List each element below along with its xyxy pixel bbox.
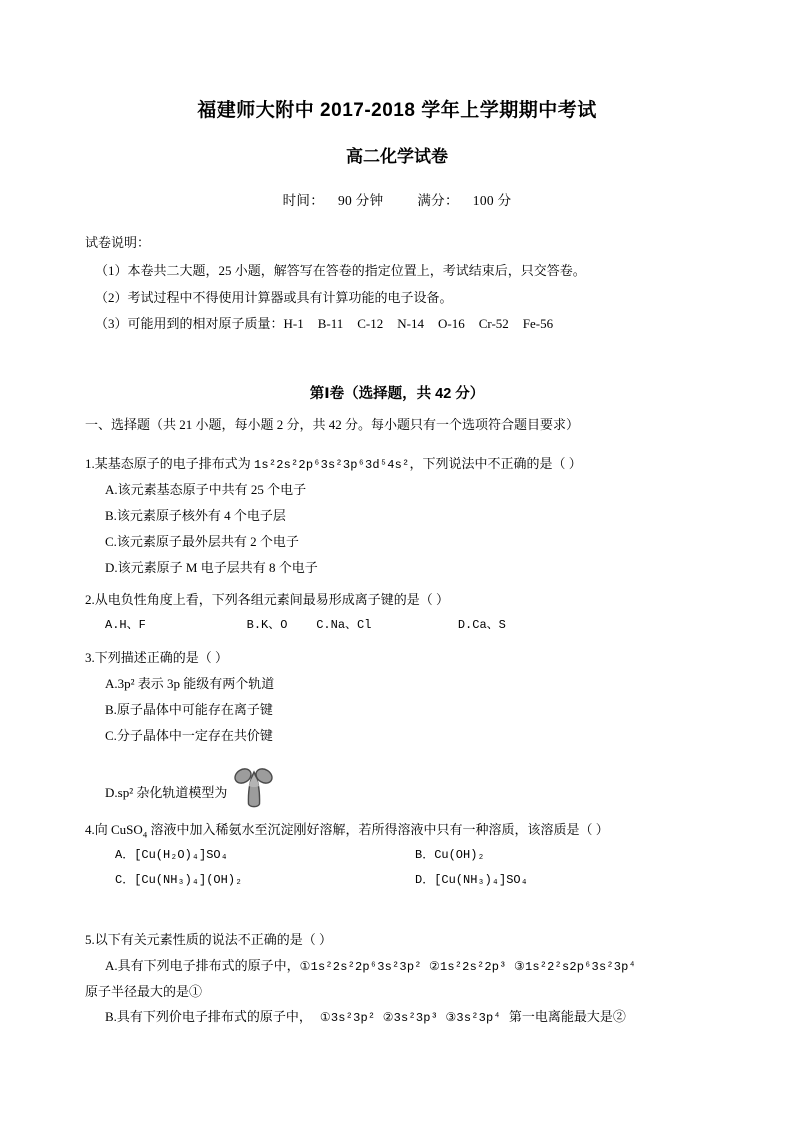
question-1-option-a: A.该元素基态原子中共有 25 个电子 bbox=[105, 482, 307, 498]
question-3-stem-text: 下列描述正确的是（ ） bbox=[94, 649, 229, 665]
question-1-stem-before: 某基态原子的电子排布式为 bbox=[94, 456, 255, 472]
question-1-option-c: C.该元素原子最外层共有 2 个电子 bbox=[105, 534, 299, 550]
question-5-option-b-prefix: B.具有下列价电子排布式的原子中， bbox=[105, 1009, 312, 1025]
question-3-option-b: B.原子晶体中可能存在离子键 bbox=[105, 701, 273, 717]
page-title: 福建师大附中 2017-2018 学年上学期期中考试 bbox=[197, 100, 597, 121]
paper-instructions bbox=[85, 209, 709, 338]
question-5-option-a-prefix: A.具有下列电子排布式的原子中， bbox=[105, 958, 300, 974]
question-3-number: 3. bbox=[85, 649, 95, 665]
mass-cr: Cr-52 bbox=[478, 316, 509, 332]
question-3-option-d bbox=[85, 749, 709, 811]
mass-o: O-16 bbox=[437, 316, 465, 332]
question-4-stem bbox=[85, 811, 709, 843]
question-3-stem bbox=[85, 639, 709, 671]
relative-atomic-mass-list bbox=[284, 311, 568, 338]
part-one-title: 第Ⅰ卷（选择题，共 42 分） bbox=[309, 385, 485, 402]
question-2-stem-text: 从电负性角度上看，下列各组元素间最易形成离子键的是（ ） bbox=[94, 592, 450, 608]
question-4-number: 4. bbox=[85, 821, 95, 837]
mass-h: H-1 bbox=[283, 316, 304, 332]
question-1-stem bbox=[85, 445, 709, 477]
question-5-option-b-tail: 第一电离能最大是② bbox=[508, 1009, 626, 1025]
question-5-stem-text: 以下有关元素性质的说法不正确的是（ ） bbox=[94, 932, 333, 948]
mass-b: B-11 bbox=[317, 316, 344, 332]
question-4-stem-before: 向 CuSO bbox=[94, 821, 143, 837]
relative-atomic-mass-label: （3）可能用到的相对原子质量： bbox=[95, 316, 284, 332]
question-5-option-a-configs: ①1s²2s²2p⁶3s²3p² ②1s²2s²2p³ ③1s²2²s2p⁶3s²3p⁴ bbox=[299, 960, 636, 975]
question-1-electron-configuration: 1s²2s²2p⁶3s²3p⁶3d⁵4s² bbox=[254, 458, 410, 473]
multiple-choice-section-intro: 一、选择题（共 21 小题，每小题 2 分，共 42 分。每小题只有一个选项符合题目要求） bbox=[85, 416, 580, 432]
question-5-number: 5. bbox=[85, 932, 95, 948]
mass-fe: Fe-56 bbox=[522, 316, 554, 332]
question-4-option-row-1 bbox=[85, 843, 709, 868]
page-subtitle: 高二化学试卷 bbox=[346, 146, 448, 166]
question-3-option-c: C.分子晶体中一定存在共价键 bbox=[105, 727, 273, 743]
question-5-stem bbox=[85, 893, 709, 953]
mass-n: N-14 bbox=[397, 316, 424, 332]
question-4-option-b: B．Cu(OH)₂ bbox=[415, 847, 485, 862]
instructions-heading: 试卷说明： bbox=[85, 235, 151, 251]
question-4-stem-after: 溶液中加入稀氨水至沉淀刚好溶解，若所得溶液中只有一种溶质，该溶质是（ ） bbox=[147, 821, 609, 837]
question-4-option-d: D．[Cu(NH₃)₄]SO₄ bbox=[415, 872, 528, 887]
question-5-option-a bbox=[85, 953, 709, 979]
instruction-item-1: （1）本卷共二大题，25 小题，解答写在答卷的指定位置上，考试结束后，只交答卷。 bbox=[95, 262, 586, 278]
score-label: 满分： bbox=[417, 193, 459, 209]
question-1-stem-after: ，下列说法中不正确的是（ ） bbox=[409, 456, 582, 472]
exam-meta-line bbox=[85, 167, 709, 209]
question-1-number: 1. bbox=[85, 456, 95, 472]
question-5-option-a-tail: 原子半径最大的是① bbox=[85, 984, 203, 1000]
question-5-option-b-configs: ①3s²3p² ②3s²3p³ ③3s²3p⁴ bbox=[319, 1011, 501, 1026]
question-5-option-b bbox=[85, 1004, 709, 1030]
question-2-options: A.H、F B.K、O C.Na、Cl D.Ca、S bbox=[105, 618, 506, 633]
mass-c: C-12 bbox=[357, 316, 384, 332]
time-label: 时间： bbox=[282, 193, 324, 209]
instruction-item-3 bbox=[85, 311, 709, 338]
question-3-option-d-label: D.sp² 杂化轨道模型为 bbox=[105, 784, 228, 800]
time-value: 90 分钟 bbox=[338, 193, 384, 209]
question-4-option-row-2 bbox=[85, 868, 709, 893]
question-2-number: 2. bbox=[85, 592, 95, 608]
score-value: 100 分 bbox=[472, 193, 512, 209]
question-2-stem bbox=[85, 581, 709, 613]
question-3-option-a: A.3p² 表示 3p 能级有两个轨道 bbox=[105, 675, 275, 691]
question-1-option-d: D.该元素原子 M 电子层共有 8 个电子 bbox=[105, 560, 318, 576]
question-4-option-a: A．[Cu(H₂O)₄]SO₄ bbox=[115, 847, 228, 862]
sp2-hybrid-orbital-icon bbox=[233, 765, 275, 811]
question-4-option-c: C．[Cu(NH₃)₄](OH)₂ bbox=[115, 872, 243, 887]
question-4-subscript: 4 bbox=[142, 829, 148, 840]
question-1-option-b: B.该元素原子核外有 4 个电子层 bbox=[105, 508, 286, 524]
instruction-item-2: （2）考试过程中不得使用计算器或具有计算功能的电子设备。 bbox=[95, 289, 453, 305]
